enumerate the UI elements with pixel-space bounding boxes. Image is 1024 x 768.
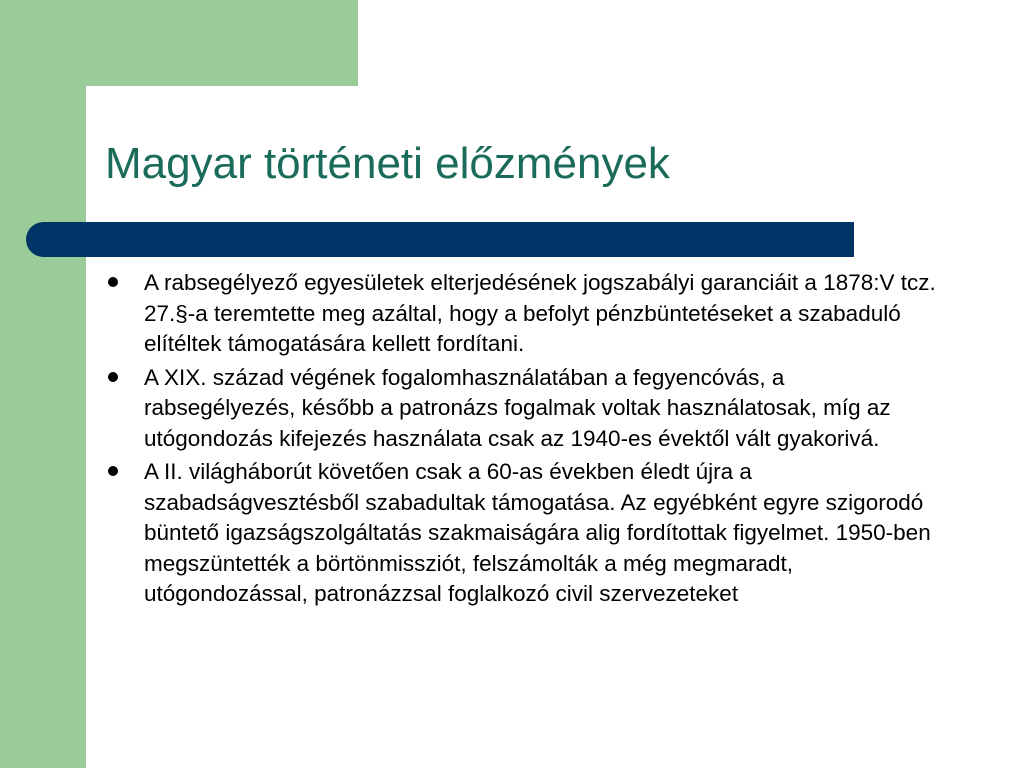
green-side-band — [0, 0, 86, 768]
bullet-dot-icon — [108, 466, 118, 476]
bullet-text: A rabsegélyező egyesületek elterjedésének jogszabályi garanciáit a 1878:V tcz. 27.§-a teremtette meg azáltal, hogy a befolyt pénzbüntetéseket a szabaduló elítéltek támogatására kellett fordítani. — [144, 270, 936, 356]
green-top-band — [0, 0, 358, 86]
slide-title: Magyar történeti előzmények — [105, 139, 670, 188]
title-underline-bar — [26, 222, 854, 257]
bullet-item — [108, 457, 938, 610]
bullet-dot-icon — [108, 372, 118, 382]
bullet-text: A XIX. század végének fogalomhasználatában a fegyencóvás, a rabsegélyezés, később a patronázs fogalmak voltak használatosak, míg az utógondozás kifejezés használata csak az 1940-es évektől vált gyakorivá. — [144, 364, 891, 451]
bullet-list — [108, 268, 938, 613]
bullet-dot-icon — [108, 277, 118, 287]
bullet-item — [108, 363, 938, 455]
bullet-text: A II. világháborút követően csak a 60-as években éledt újra a szabadságvesztésből szabadultak támogatása. Az egyébként egyre szigorodó büntető igazságszolgáltatás szakmaiságára alig fordítottak figyelmet. 1950-ben megszüntették a börtönmissziót, felszámolták a még megmaradt, utógondozással, patronázzsal foglalkozó civil szervezeteket — [144, 459, 931, 606]
bullet-item — [108, 268, 938, 360]
